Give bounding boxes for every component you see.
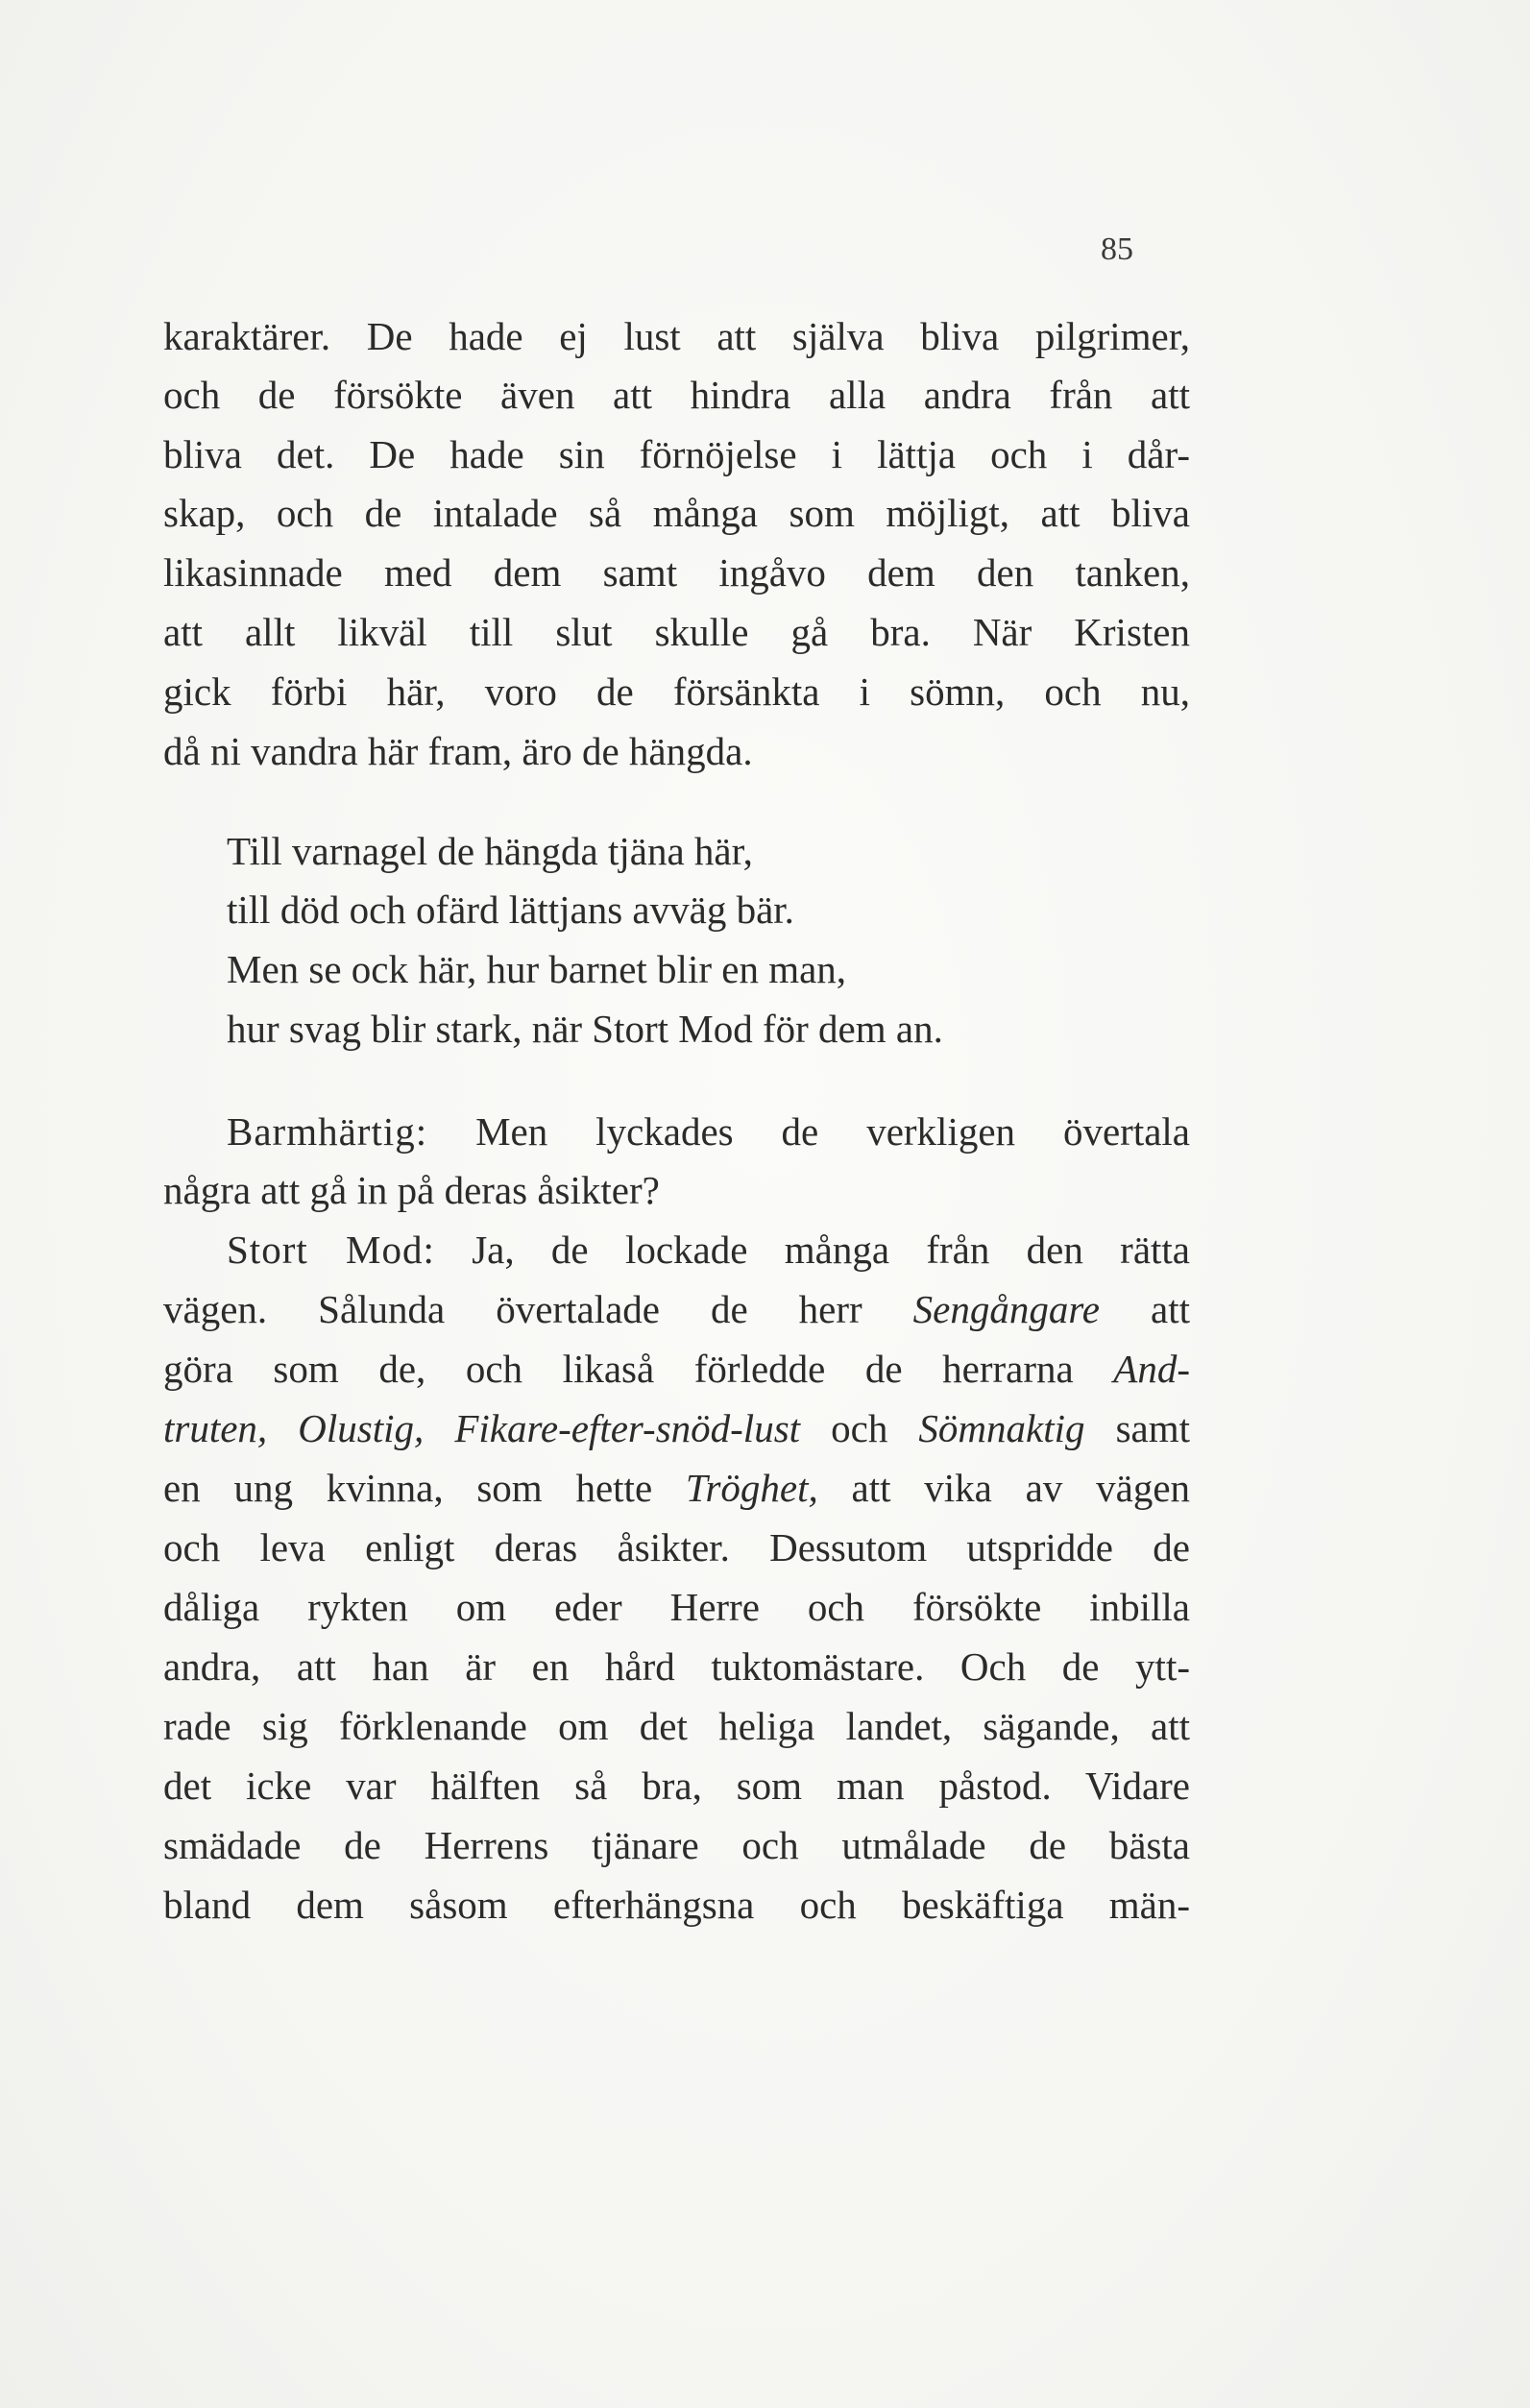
- verse-line: Men se ock här, hur barnet blir en man,: [227, 947, 847, 991]
- dialogue-line: några att gå in på deras åsikter?: [163, 1168, 660, 1212]
- dialogue-text: Men lyckades de verkligen övertala: [475, 1109, 1191, 1154]
- speaker-name: Stort Mod:: [227, 1228, 435, 1272]
- text-line: dåliga rykten om eder Herre och försökte inbilla: [163, 1585, 1190, 1629]
- text-line: [163, 1461, 1190, 1515]
- text-line: och de försökte även att hindra alla andra från att: [163, 373, 1190, 417]
- dialogue-line: [227, 1223, 1190, 1277]
- text-span: en ung kvinna, som hette: [163, 1466, 653, 1510]
- text-line: karaktärer. De hade ej lust att själva bliva pilgrimer,: [163, 314, 1190, 358]
- character-name: Sömnaktig: [918, 1406, 1085, 1450]
- page-number: 85: [1101, 231, 1133, 267]
- dialogue-line: [227, 1105, 1190, 1158]
- text-line: smädade de Herrens tjänare och utmålade de bästa: [163, 1823, 1190, 1867]
- text-span: göra som de, och likaså förledde de herrarna: [163, 1347, 1074, 1391]
- character-name: And-: [1113, 1347, 1190, 1391]
- text-span: vägen. Sålunda övertalade de herr: [163, 1287, 862, 1331]
- text-line: skap, och de intalade så många som möjligt, att bliva: [163, 491, 1190, 535]
- character-name: Sengångare: [912, 1287, 1101, 1331]
- character-names: truten, Olustig, Fikare-efter-snöd-lust: [163, 1406, 801, 1450]
- text-line: bland dem såsom efterhängsna och beskäftiga män-: [163, 1883, 1190, 1927]
- text-span: att: [1151, 1287, 1190, 1331]
- text-line: [163, 1342, 1190, 1396]
- text-line: bliva det. De hade sin förnöjelse i lättja och i dår-: [163, 432, 1190, 476]
- text-span: att vika av vägen: [851, 1466, 1191, 1510]
- text-line: rade sig förklenande om det heliga landet, sägande, att: [163, 1704, 1190, 1748]
- verse-line: hur svag blir stark, när Stort Mod för dem an.: [227, 1007, 943, 1051]
- text-line: [163, 1282, 1190, 1336]
- text-line: andra, att han är en hård tuktomästare. Och de ytt-: [163, 1644, 1190, 1689]
- verse-line: till död och ofärd lättjans avväg bär.: [227, 888, 794, 932]
- text-line: [163, 1401, 1190, 1455]
- character-name: Tröghet,: [685, 1466, 818, 1510]
- text-span: samt: [1115, 1406, 1191, 1450]
- text-line: att allt likväl till slut skulle gå bra. När Kristen: [163, 610, 1190, 654]
- verse-line: Till varnagel de hängda tjäna här,: [227, 829, 753, 873]
- text-line: likasinnade med dem samt ingåvo dem den tanken,: [163, 550, 1190, 595]
- speaker-name: Barmhärtig:: [227, 1109, 428, 1154]
- dialogue-text: Ja, de lockade många från den rätta: [472, 1228, 1190, 1272]
- text-line: gick förbi här, voro de försänkta i sömn, och nu,: [163, 669, 1190, 714]
- text-line: det icke var hälften så bra, som man påstod. Vidare: [163, 1763, 1190, 1808]
- text-line: och leva enligt deras åsikter. Dessutom utspridde de: [163, 1525, 1190, 1569]
- text-span: och: [831, 1406, 888, 1450]
- text-line: då ni vandra här fram, äro de hängda.: [163, 729, 753, 773]
